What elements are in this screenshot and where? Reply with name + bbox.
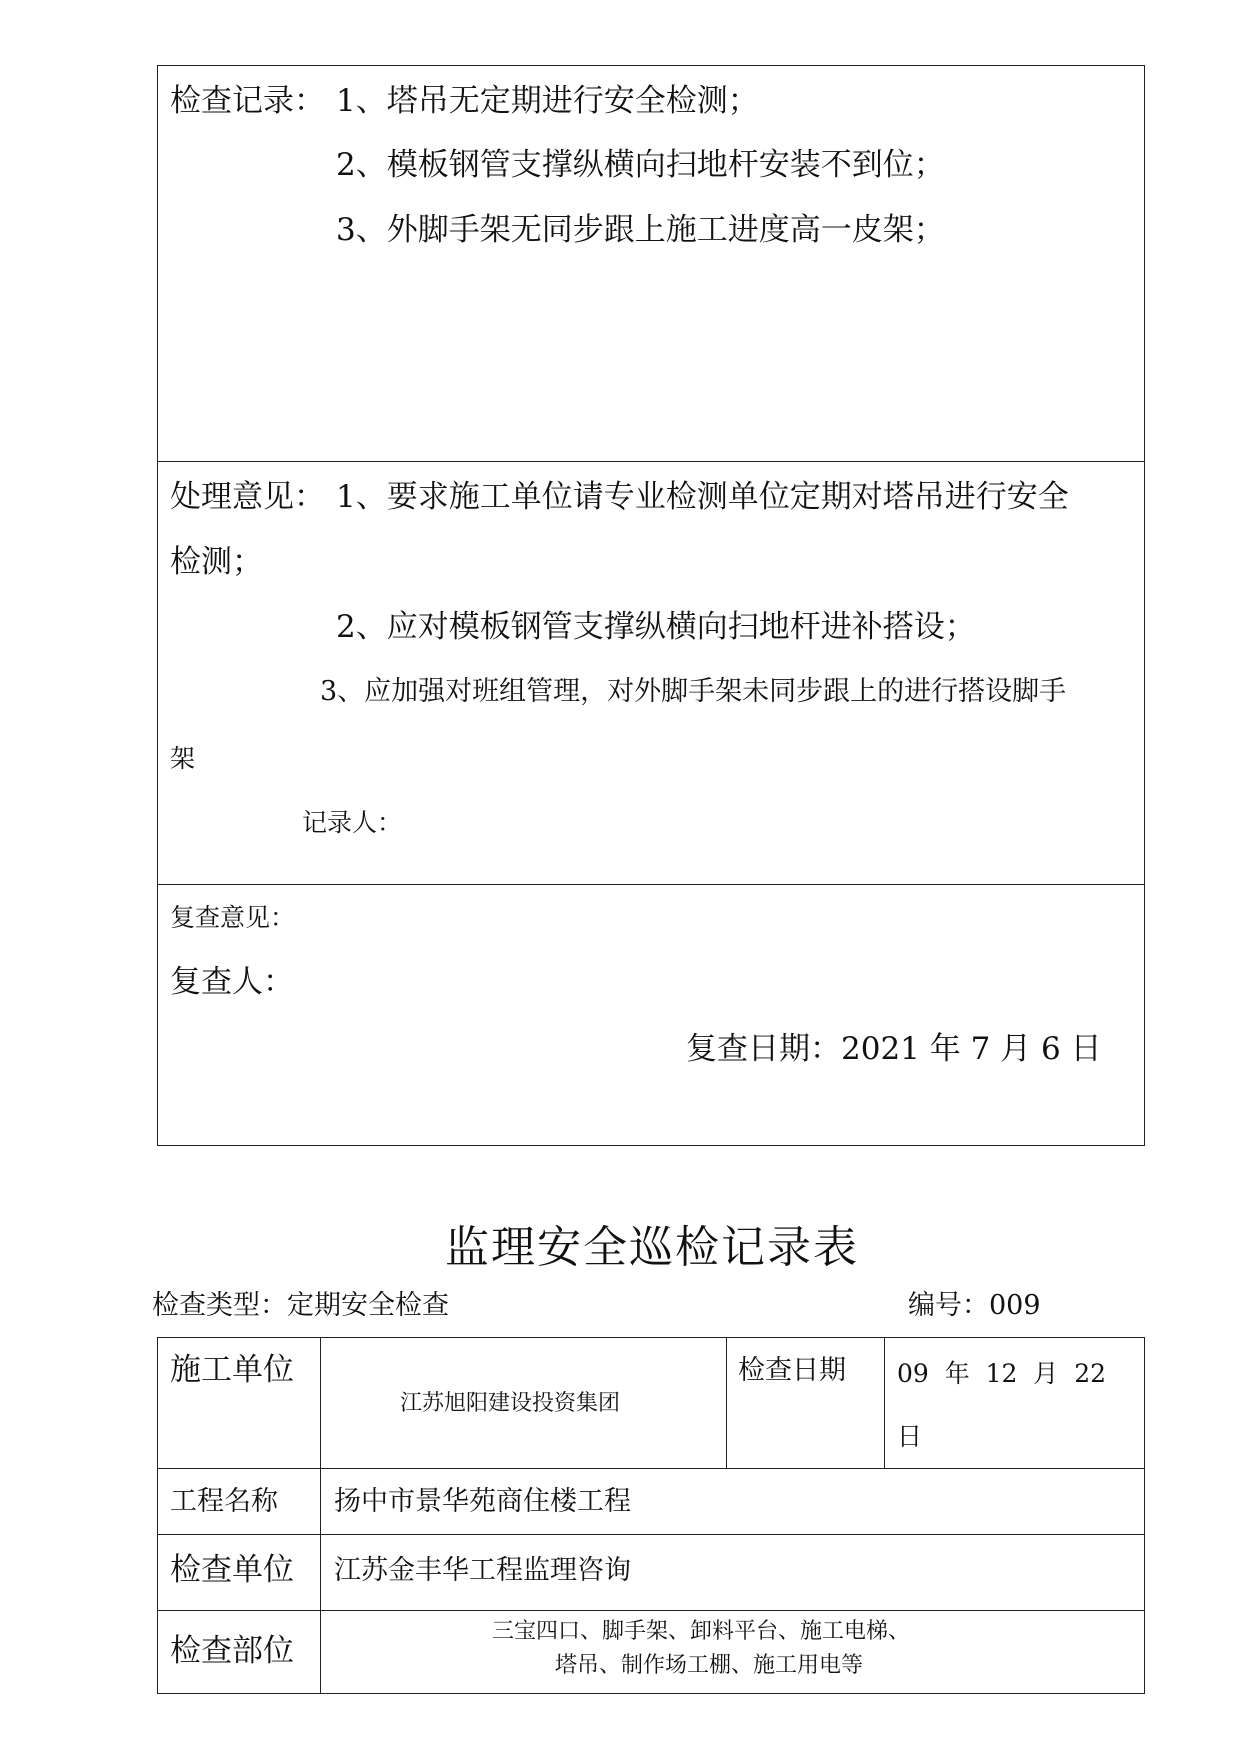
inspecting-unit-label: 检查单位: [170, 1552, 294, 1588]
opinion-item-1-line-1: 1、要求施工单位请专业检测单位定期对塔吊进行安全: [336, 479, 1069, 515]
review-opinion-label: 复查意见：: [170, 903, 296, 932]
construction-unit-value: 江苏旭阳建设投资集团: [400, 1391, 621, 1416]
project-name-value: 扬中市景华苑商住楼工程: [334, 1486, 631, 1517]
opinion-item-3-line-1: 3、应加强对班组管理，对外脚手架未同步跟上的进行搭设脚手: [320, 676, 1067, 707]
form-title: 监理安全巡检记录表: [445, 1222, 859, 1273]
opinion-review-divider: [157, 884, 1145, 885]
form-date-label-left-divider: [726, 1337, 727, 1468]
form-label-column-divider: [320, 1337, 321, 1694]
opinion-item-2: 2、应对模板钢管支撑纵横向扫地杆进补搭设；: [336, 609, 976, 645]
opinion-item-1-line-2: 检测；: [170, 544, 263, 580]
check-type: 检查类型：定期安全检查: [152, 1290, 449, 1321]
reviewer-label: 复查人：: [170, 964, 294, 1000]
opinion-item-3-line-2: 架: [170, 744, 196, 773]
inspection-area-label: 检查部位: [170, 1633, 294, 1669]
opinion-label: 处理意见：: [170, 479, 325, 515]
form-date-value-left-divider: [884, 1337, 885, 1468]
inspecting-unit-value: 江苏金丰华工程监理咨询: [334, 1555, 631, 1586]
record-item-2: 2、模板钢管支撑纵横向扫地杆安装不到位；: [336, 147, 945, 183]
record-opinion-divider: [157, 461, 1145, 462]
project-name-label: 工程名称: [170, 1486, 278, 1517]
check-date-line-1: 09 年 12 月 22: [897, 1359, 1107, 1388]
check-date-label: 检查日期: [738, 1355, 846, 1386]
record-item-3: 3、外脚手架无同步跟上施工进度高一皮架；: [336, 212, 945, 248]
recorder-label: 记录人：: [302, 808, 403, 837]
inspection-area-line-1: 三宝四口、脚手架、卸料平台、施工电梯、: [492, 1619, 911, 1644]
serial-number: 编号：009: [908, 1290, 1041, 1321]
inspection-area-line-2: 塔吊、制作场工棚、施工用电等: [555, 1653, 864, 1678]
record-label: 检查记录：: [170, 83, 325, 119]
construction-unit-label: 施工单位: [170, 1352, 294, 1388]
record-item-1: 1、塔吊无定期进行安全检测；: [336, 83, 759, 119]
check-date-line-2: 日: [897, 1422, 923, 1451]
form-row-divider-3: [157, 1610, 1145, 1611]
form-row-divider-1: [157, 1468, 1145, 1469]
form-row-divider-2: [157, 1534, 1145, 1535]
review-date: 复查日期：2021 年 7 月 6 日: [686, 1031, 1102, 1067]
